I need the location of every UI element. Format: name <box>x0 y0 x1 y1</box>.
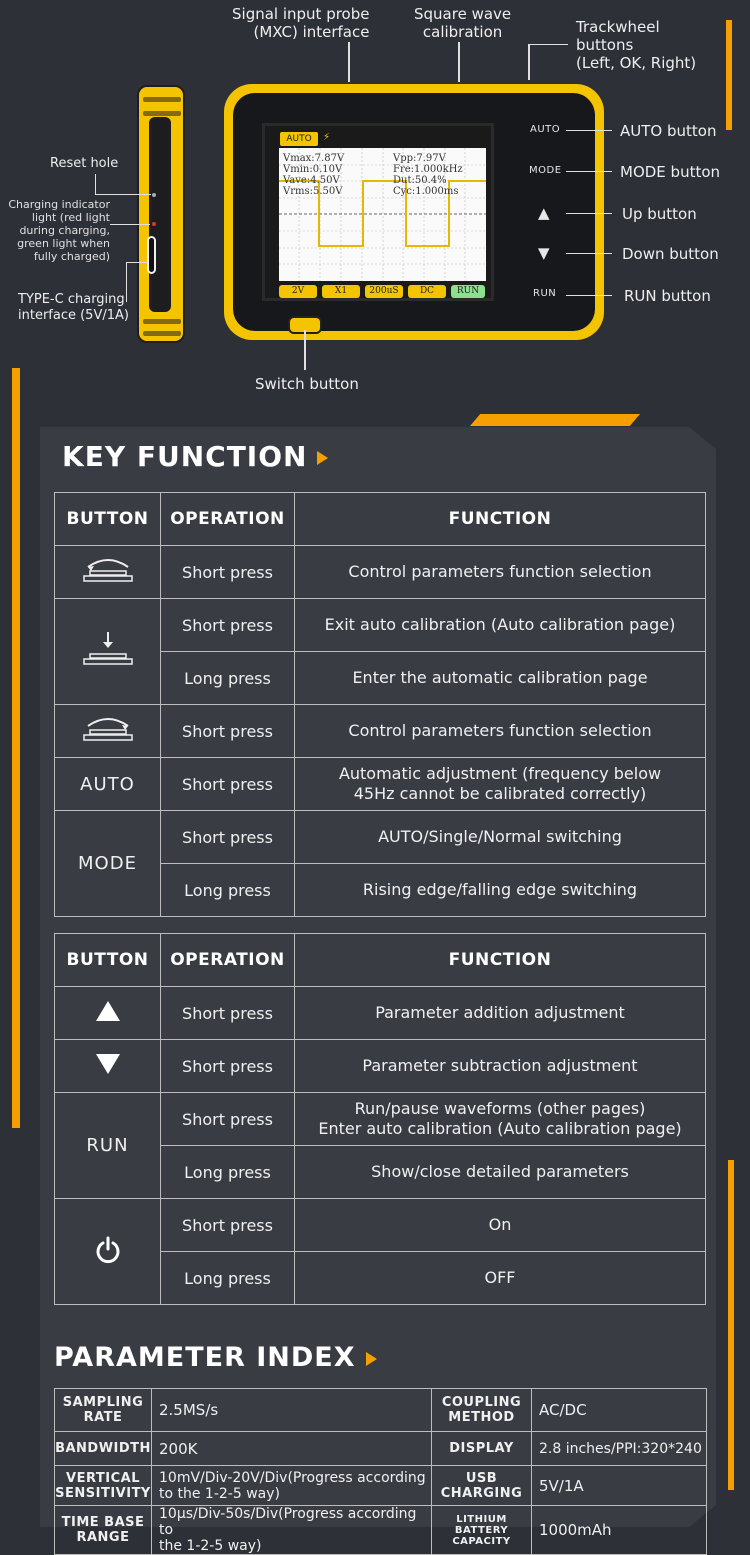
right-orange-stripe-lower <box>728 1160 734 1490</box>
readings-right: Vpp:7.97V Fre:1.000kHz Dut:50.4% Cyc:1.000ms <box>393 153 463 197</box>
run-button-label: RUN button <box>624 287 711 305</box>
operation-cell: Short press <box>161 599 295 652</box>
left-orange-stripe <box>12 368 20 1128</box>
reset-hole <box>152 193 156 197</box>
screen-auto-chip: AUTO <box>280 132 318 146</box>
device-run-button: RUN <box>533 288 557 299</box>
up-triangle-icon <box>55 987 161 1040</box>
header-button: BUTTON <box>55 934 161 987</box>
operation-cell: Short press <box>161 1093 295 1146</box>
trackwheel-left-icon <box>55 546 161 599</box>
power-icon <box>55 1199 161 1305</box>
charging-indicator-label: Charging indicator light (red light during charging, green light when fully charged) <box>8 198 110 263</box>
signal-probe-label: Signal input probe (MXC) interface <box>232 5 370 41</box>
operation-cell: Long press <box>161 1252 295 1305</box>
function-cell: Run/pause waveforms (other pages) Enter auto calibration (Auto calibration page) <box>295 1093 706 1146</box>
readings-left: Vmax:7.87V Vmin:0.10V Vave:4.50V Vrms:5.50V <box>283 153 345 197</box>
param-key: LITHIUM BATTERY CAPACITY <box>432 1506 532 1555</box>
function-cell: Exit auto calibration (Auto calibration page) <box>295 599 706 652</box>
param-key: TIME BASE RANGE <box>55 1506 152 1555</box>
button-mode: MODE <box>55 811 161 917</box>
switch-button-label: Switch button <box>255 375 359 393</box>
param-value: AC/DC <box>532 1389 707 1432</box>
trackwheel-press-icon <box>55 599 161 705</box>
side-grip <box>149 117 171 312</box>
param-value: 2.8 inches/PPI:320*240 <box>532 1432 707 1466</box>
device-down-button: ▼ <box>538 244 551 262</box>
device-mode-button: MODE <box>529 165 562 176</box>
square-wave-label: Square wave calibration <box>414 5 512 41</box>
button-auto: AUTO <box>55 758 161 811</box>
param-value: 200K <box>152 1432 432 1466</box>
param-key: COUPLING METHOD <box>432 1389 532 1432</box>
down-triangle-icon <box>55 1040 161 1093</box>
header-operation: OPERATION <box>161 934 295 987</box>
screen-btn-coupling: DC <box>408 285 446 298</box>
operation-cell: Short press <box>161 1040 295 1093</box>
screen-btn-volt: 2V <box>279 285 317 298</box>
up-button-label: Up button <box>622 205 697 223</box>
button-run: RUN <box>55 1093 161 1199</box>
operation-cell: Short press <box>161 987 295 1040</box>
param-key: BANDWIDTH <box>55 1432 152 1466</box>
device-up-button: ▲ <box>538 204 551 222</box>
param-key: VERTICAL SENSITIVITY <box>55 1466 152 1506</box>
panel-orange-tab <box>470 414 640 426</box>
header-button: BUTTON <box>55 493 161 546</box>
function-cell: Control parameters function selection <box>295 546 706 599</box>
operation-cell: Short press <box>161 705 295 758</box>
param-key: SAMPLING RATE <box>55 1389 152 1432</box>
screen-btn-time: 200uS <box>365 285 403 298</box>
param-key: USB CHARGING <box>432 1466 532 1506</box>
typec-label: TYPE-C charging interface (5V/1A) <box>18 292 129 323</box>
key-function-table-1 <box>54 492 706 917</box>
function-cell: AUTO/Single/Normal switching <box>295 811 706 864</box>
key-function-table-2 <box>54 933 706 1305</box>
reset-hole-label: Reset hole <box>50 156 119 171</box>
function-cell: Rising edge/falling edge switching <box>295 864 706 917</box>
param-key: DISPLAY <box>432 1432 532 1466</box>
operation-cell: Long press <box>161 864 295 917</box>
down-button-label: Down button <box>622 245 719 263</box>
trackwheel-right-icon <box>55 705 161 758</box>
mode-button-label: MODE button <box>620 163 721 181</box>
header-operation: OPERATION <box>161 493 295 546</box>
function-cell: On <box>295 1199 706 1252</box>
function-cell: Parameter subtraction adjustment <box>295 1040 706 1093</box>
screen-btn-run: RUN <box>451 285 485 298</box>
function-cell: Parameter addition adjustment <box>295 987 706 1040</box>
operation-cell: Long press <box>161 652 295 705</box>
param-value: 5V/1A <box>532 1466 707 1506</box>
param-value: 2.5MS/s <box>152 1389 432 1432</box>
function-cell: Enter the automatic calibration page <box>295 652 706 705</box>
type-c-port <box>147 236 156 274</box>
operation-cell: Short press <box>161 758 295 811</box>
auto-button-label: AUTO button <box>620 122 717 140</box>
product-diagram <box>0 0 750 420</box>
device-screen: AUTO ⚡ Vmax:7.87V Vmin:0.10V Vave:4.50V Vrms:5.50V Vpp:7.97V Fre:1.000kHz Dut:50.4% Cyc:1.000ms 2V X1 200uS DC RUN <box>262 123 494 301</box>
param-value: 10mV/Div-20V/Div(Progress according to the 1-2-5 way) <box>152 1466 432 1506</box>
right-orange-stripe <box>726 20 732 130</box>
function-cell: Show/close detailed parameters <box>295 1146 706 1199</box>
device-side-view <box>137 85 185 343</box>
header-function: FUNCTION <box>295 493 706 546</box>
param-value: 1000mAh <box>532 1506 707 1555</box>
trackwheel-label: Trackwheel buttons (Left, OK, Right) <box>576 18 697 72</box>
charging-indicator-light <box>152 222 156 226</box>
operation-cell: Short press <box>161 1199 295 1252</box>
key-function-title: KEY FUNCTION <box>62 440 328 473</box>
operation-cell: Short press <box>161 546 295 599</box>
device-auto-button: AUTO <box>530 124 561 135</box>
parameter-table <box>54 1388 707 1555</box>
parameter-index-title: PARAMETER INDEX <box>54 1342 377 1373</box>
function-cell: OFF <box>295 1252 706 1305</box>
function-cell: Automatic adjustment (frequency below 45Hz cannot be calibrated correctly) <box>295 758 706 811</box>
operation-cell: Short press <box>161 811 295 864</box>
function-cell: Control parameters function selection <box>295 705 706 758</box>
screen-btn-probe: X1 <box>322 285 360 298</box>
operation-cell: Long press <box>161 1146 295 1199</box>
header-function: FUNCTION <box>295 934 706 987</box>
param-value: 10µs/Div-50s/Div(Progress according to the 1-2-5 way) <box>152 1506 432 1555</box>
